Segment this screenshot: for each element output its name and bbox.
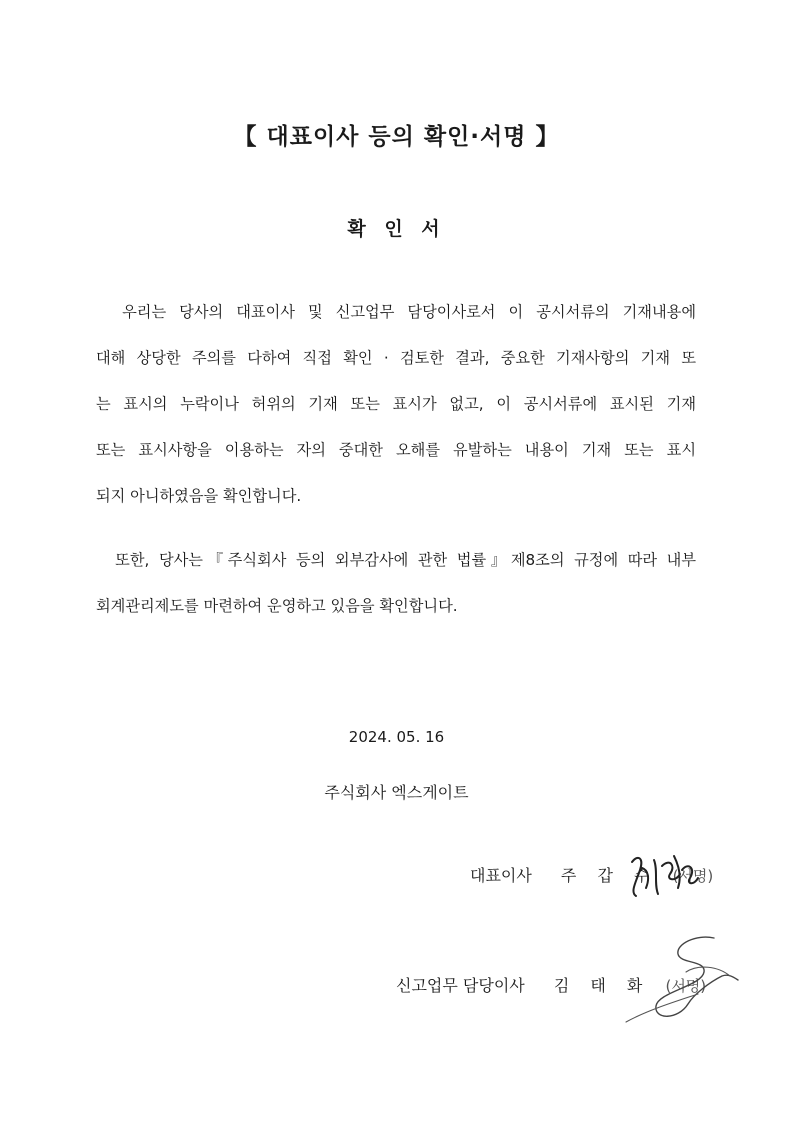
paragraph-line: 대해 상당한 주의를 다하여 직접 확인 · 검토한 결과, 중요한 기재사항의 기재 또: [96, 349, 696, 367]
internal-control-paragraph: [96, 537, 696, 629]
signatory-role: 신고업무 담당이사: [396, 976, 525, 995]
document-subtitle: 확 인 서: [347, 218, 446, 240]
paragraph-line: 되지 아니하였음을 확인합니다.: [96, 487, 302, 505]
paragraph-line: 또한, 당사는『주식회사 등의 외부감사에 관한 법률』제8조의 규정에 따라 내부: [96, 551, 696, 569]
paragraph-line: 회계관리제도를 마련하여 운영하고 있음을 확인합니다.: [96, 597, 458, 615]
paragraph-line: 또는 표시사항을 이용하는 자의 중대한 오해를 유발하는 내용이 기재 또는 표시: [96, 441, 696, 459]
handwritten-signature-ceo: [624, 848, 704, 904]
paragraph-line: 우리는 당사의 대표이사 및 신고업무 담당이사로서 이 공시서류의 기재내용에: [96, 303, 696, 321]
signature-label: (서명): [672, 867, 714, 885]
paragraph-line: 는 표시의 누락이나 허위의 기재 또는 표시가 없고, 이 공시서류에 표시된 기재: [96, 395, 696, 413]
document-title: 【 대표이사 등의 확인·서명 】: [233, 124, 560, 150]
confirmation-paragraph: [96, 289, 696, 519]
signatory-role: 대표이사: [470, 866, 532, 885]
handwritten-signature-officer: [618, 930, 748, 1026]
signatory-name: 주 갑 수: [560, 866, 658, 885]
company-name: 주식회사 엑스게이트: [324, 783, 469, 802]
document-date: 2024. 05. 16: [348, 728, 445, 746]
signatory-name: 김 태 화: [553, 976, 651, 995]
signature-label: (서명): [665, 977, 707, 995]
